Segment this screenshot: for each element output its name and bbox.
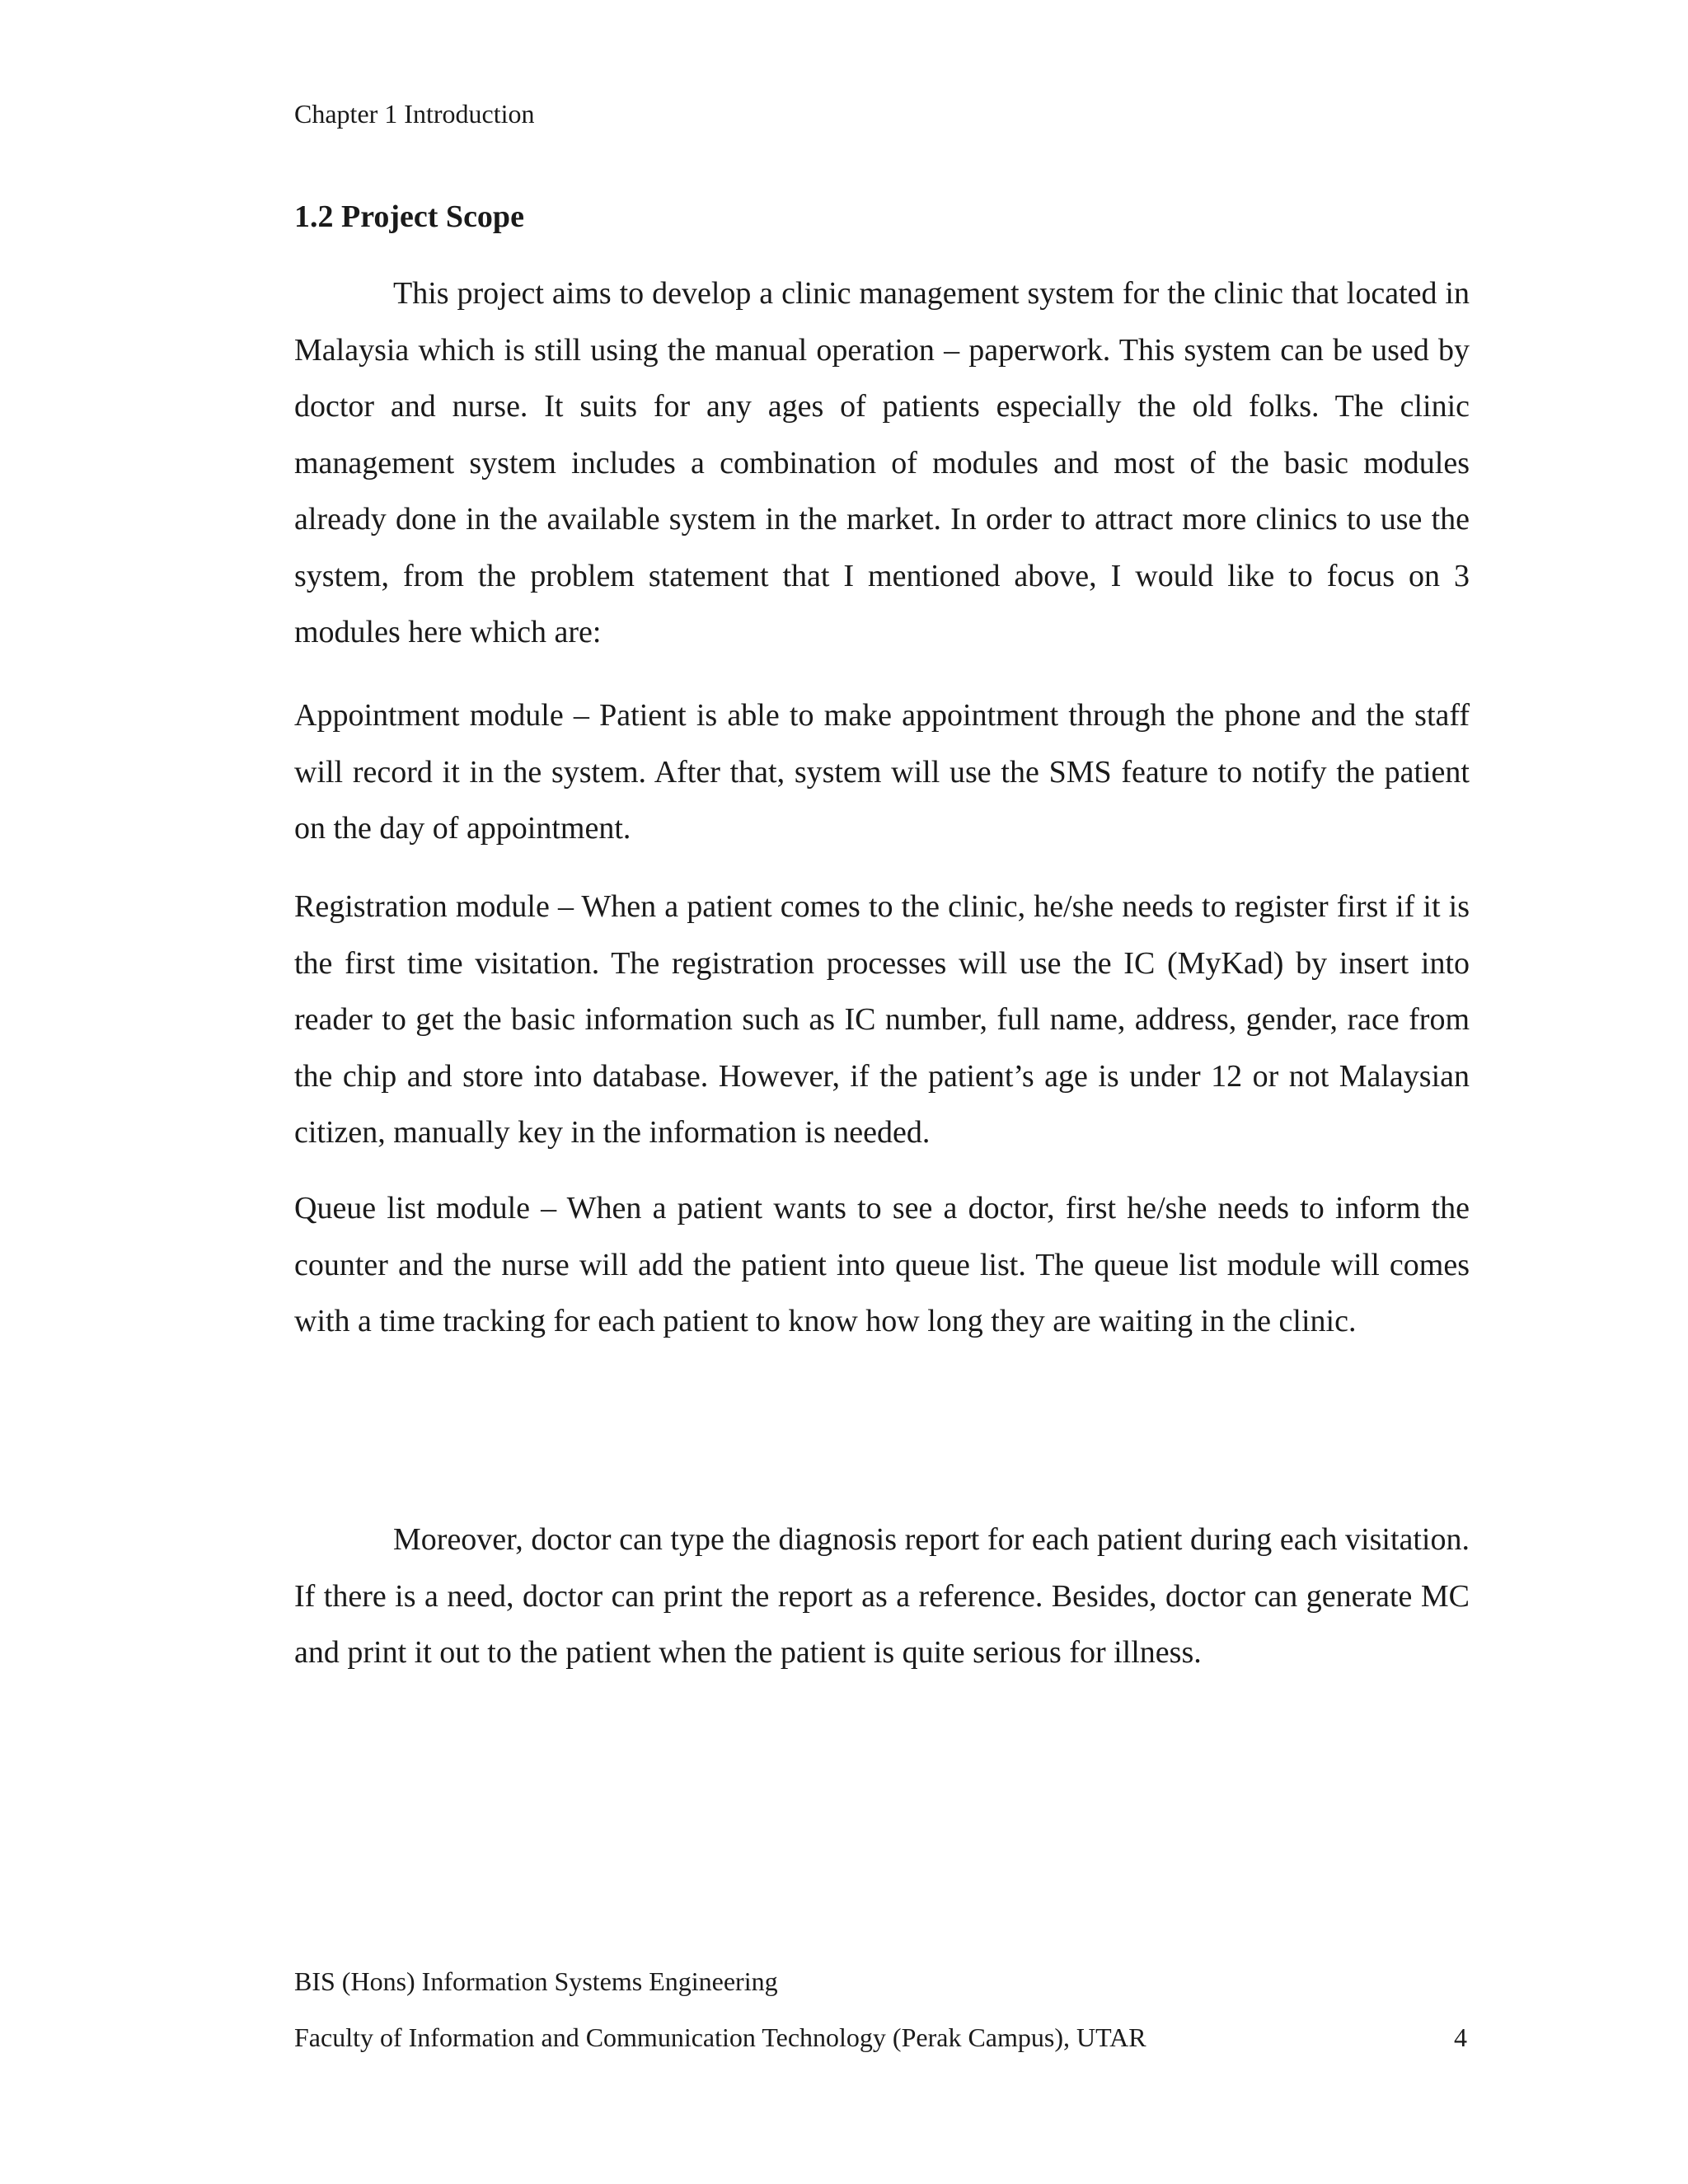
footer-program: BIS (Hons) Information Systems Engineering <box>294 1966 778 1996</box>
section-title: 1.2 Project Scope <box>294 199 524 234</box>
page-number: 4 <box>1454 2022 1467 2052</box>
paragraph-appointment-module: Appointment module – Patient is able to make appointment through the phone and the staff will record it in the system. After that, system will use the SMS feature to notify the patient on the day of appointment. <box>294 698 1470 846</box>
paragraph-intro: This project aims to develop a clinic management system for the clinic that located in Malaysia which is still using the manual operation – paperwork. This system can be used by doctor and nurse. It suits for any ages of patients especially the old folks. The clinic management system includes a combination of modules and most of the basic modules already done in the available system in the market. In order to attract more clinics to use the system, from the problem statement that I mentioned above, I would like to focus on 3 modules here which are: <box>294 276 1470 649</box>
running-header: Chapter 1 Introduction <box>294 99 535 129</box>
paragraph-queue-list-module: Queue list module – When a patient wants to see a doctor, first he/she needs to inform the counter and the nurse will add the patient into queue list. The queue list module will comes with a time tracking for each patient to know how long they are waiting in the clinic. <box>294 1191 1470 1338</box>
paragraph-registration-module: Registration module – When a patient comes to the clinic, he/she needs to register first if it is the first time visitation. The registration processes will use the IC (MyKad) by insert into reader to get the basic information such as IC number, full name, address, gender, race from the chip and store into database. However, if the patient’s age is under 12 or not Malaysian citizen, manually key in the information is needed. <box>294 889 1470 1150</box>
paragraph-moreover: Moreover, doctor can type the diagnosis report for each patient during each visitation. If there is a need, doctor can print the report as a reference. Besides, doctor can generate MC and print it out to the patient when the patient is quite serious for illness. <box>294 1522 1470 1670</box>
footer-faculty: Faculty of Information and Communication Technology (Perak Campus), UTAR <box>294 2022 1146 2052</box>
